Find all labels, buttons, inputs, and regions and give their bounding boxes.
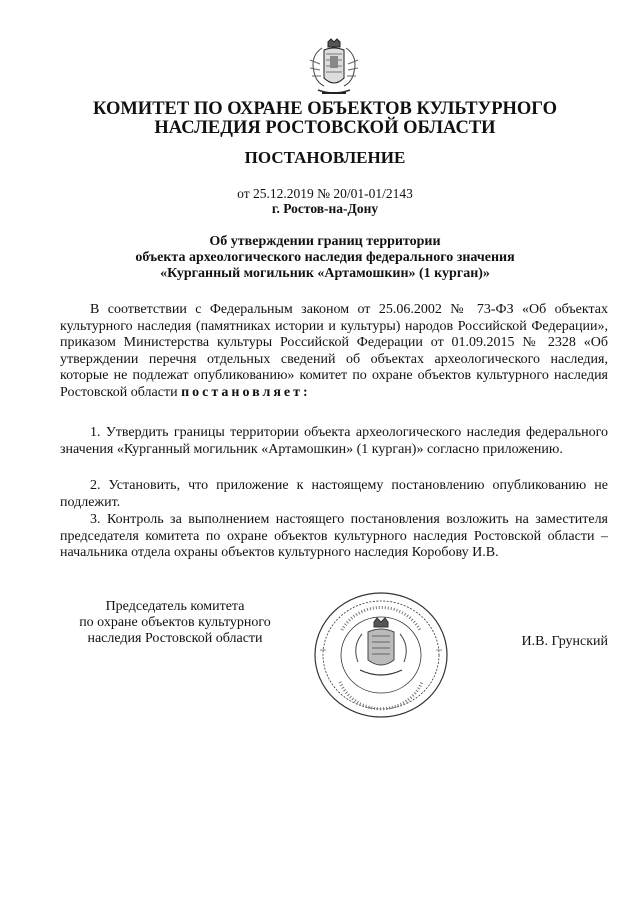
item-2-paragraph <box>60 478 608 511</box>
position-line-2: по охране объектов культурного <box>79 615 271 630</box>
item-1-text: 1. Утвердить границы территории объекта археологического наследия федерального значения «Курганный могильник «Артамошкин» (1 курган)» согласно приложению. <box>60 425 608 457</box>
preamble-paragraph <box>60 302 608 401</box>
item-3-paragraph <box>60 512 608 562</box>
organization-line-1: КОМИТЕТ ПО ОХРАНЕ ОБЪЕКТОВ КУЛЬТУРНОГО <box>93 99 557 119</box>
coat-of-arms-icon <box>304 38 364 100</box>
item-1-paragraph <box>60 425 608 458</box>
subject-line-2: объекта археологического наследия федерального значения <box>135 250 515 265</box>
subject-line-1: Об утверждении границ территории <box>209 234 441 249</box>
document-date-number: от 25.12.2019 № 20/01-01/2143 <box>237 186 413 201</box>
document-subject <box>60 234 590 282</box>
item-3-text: 3. Контроль за выполнением настоящего постановления возложить на заместителя председателя комитета по охране объектов культурного наследия Ростовской области – начальника отдела охраны объектов культурного наследия Коробову И.В. <box>60 512 608 560</box>
item-2-text: 2. Установить, что приложение к настоящему постановлению опубликованию не подлежит. <box>60 478 608 510</box>
organization-line-2: НАСЛЕДИЯ РОСТОВСКОЙ ОБЛАСТИ <box>154 118 496 138</box>
position-line-3: наследия Ростовской области <box>87 631 263 646</box>
signatory-position <box>60 599 290 647</box>
decree-word: постановляет: <box>181 384 311 400</box>
signatory-name: И.В. Грунский <box>521 634 608 649</box>
preamble-text: В соответствии с Федеральным законом от 25.06.2002 № 73-ФЗ «Об объектах культурного наследия (памятниках истории и культуры) народов Российской Федерации», приказом Министерства культуры Российской Федерации от 01.09.2015 № 2328 «Об утверждении перечня отдельных сведений об объектах археологического наследия, которые не подлежат опубликованию» комитет по охране объектов культурного наследия Ростовской области <box>60 302 608 400</box>
document-type: ПОСТАНОВЛЕНИЕ <box>244 148 406 167</box>
position-line-1: Председатель комитета <box>105 599 245 614</box>
document-city: г. Ростов-на-Дону <box>271 201 379 216</box>
organization-name <box>60 100 590 138</box>
subject-line-3: «Курганный могильник «Артамошкин» (1 курган)» <box>160 266 490 281</box>
official-seal-icon <box>312 590 450 720</box>
